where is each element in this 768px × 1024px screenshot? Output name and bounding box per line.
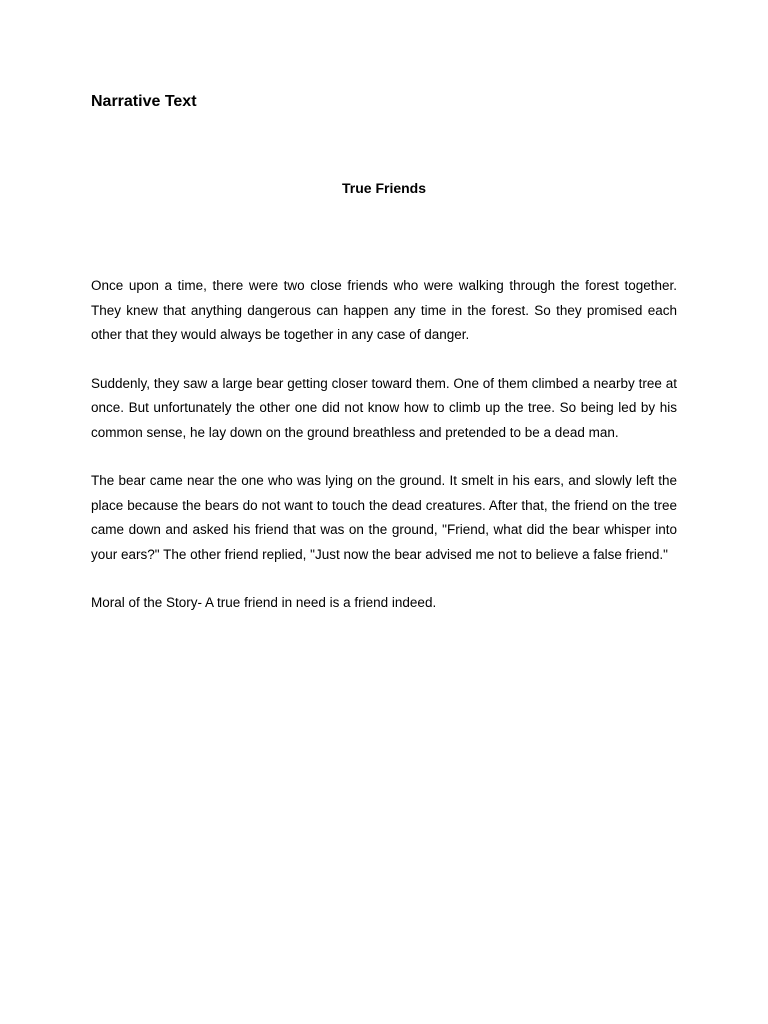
- story-paragraph: Once upon a time, there were two close friends who were walking through the forest together. They knew that anything dangerous can happen any time in the forest. So they promised each other that they would always be together in any case of danger.: [91, 278, 677, 342]
- story-paragraph: The bear came near the one who was lying on the ground. It smelt in his ears, and slowly left the place because the bears do not want to touch the dead creatures. After that, the friend on the tree came down and asked his friend that was on the ground, "Friend, what did the bear whisper into your ears?" The other friend replied, "Just now the bear advised me not to believe a false friend.": [91, 473, 677, 562]
- moral-paragraph: Moral of the Story- A true friend in need is a friend indeed.: [91, 595, 437, 610]
- page-heading: Narrative Text: [91, 93, 197, 110]
- story-title: True Friends: [341, 180, 427, 196]
- story-body: [91, 274, 677, 616]
- story-paragraph: Suddenly, they saw a large bear getting closer toward them. One of them climbed a nearby tree at once. But unfortunately the other one did not know how to climb up the tree. So being led by his common sense, he lay down on the ground breathless and pretended to be a dead man.: [91, 375, 677, 440]
